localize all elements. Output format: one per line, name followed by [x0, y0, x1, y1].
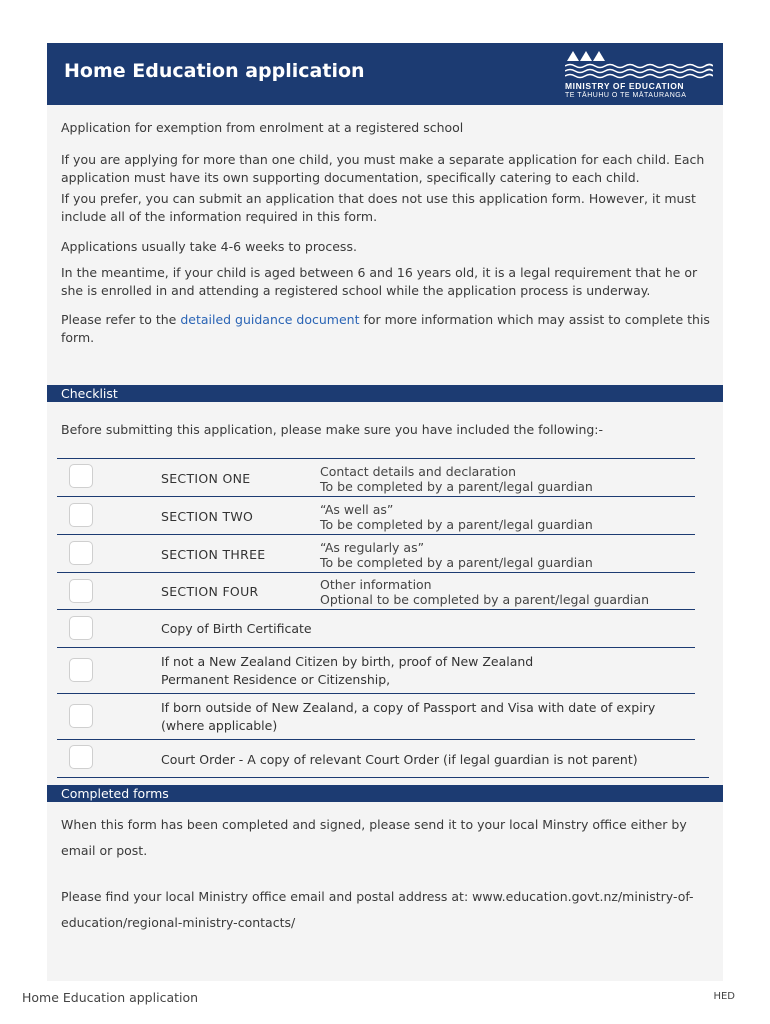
- guidance-document-link[interactable]: detailed guidance document: [180, 312, 360, 327]
- guidance-text: Please refer to the: [61, 312, 181, 327]
- section-three-checkbox[interactable]: [69, 541, 93, 565]
- completed-forms-paragraph: When this form has been completed and signed, please send it to your local Minstry office either by email or post.: [61, 817, 687, 858]
- guidance-paragraph: [61, 311, 711, 346]
- footer-document-title: Home Education application: [22, 990, 199, 1005]
- checklist-instruction: Before submitting this application, please make sure you have included the following:-: [61, 422, 604, 437]
- header-banner: [47, 43, 723, 105]
- intro-subtitle: Application for exemption from enrolment at a registered school: [61, 120, 464, 135]
- checklist-row-birth-certificate: [57, 610, 695, 648]
- section-description: Contact details and declaration: [320, 464, 517, 479]
- intro-paragraph: In the meantime, if your child is aged between 6 and 16 years old, it is a legal requirement that he or she is enrolled in and attending a registered school while the application process is underway.: [61, 265, 698, 298]
- residence-proof-checkbox[interactable]: [69, 658, 93, 682]
- checklist-row-residence-proof: [57, 648, 695, 694]
- section-completion-note: Optional to be completed by a parent/legal guardian: [320, 592, 649, 607]
- intro-paragraph: If you prefer, you can submit an application that does not use this application form. However, it must include all of the information required in this form.: [61, 191, 696, 224]
- intro-paragraph: Applications usually take 4-6 weeks to process.: [61, 239, 357, 254]
- page-title: Home Education application: [64, 60, 365, 82]
- checklist-item-text: If not a New Zealand Citizen by birth, proof of New Zealand Permanent Residence or Citizenship,: [161, 654, 534, 687]
- footer-form-code: HED: [713, 991, 735, 1002]
- checklist-item-text: Copy of Birth Certificate: [161, 621, 312, 636]
- checklist-row-section-three: [57, 535, 695, 573]
- guidance-text: for more information which may assist to complete this form.: [61, 312, 710, 345]
- section-completion-note: To be completed by a parent/legal guardian: [320, 517, 593, 532]
- checklist-row-passport-visa: [57, 694, 695, 740]
- section-label: SECTION ONE: [161, 471, 251, 486]
- logo-text-maori: TE TĀHUHU O TE MĀTAURANGA: [565, 92, 687, 99]
- section-description: “As regularly as”: [320, 540, 425, 555]
- checklist-row-court-order: [57, 740, 709, 778]
- mountains-waves-icon: [565, 51, 713, 81]
- section-label: SECTION TWO: [161, 509, 254, 524]
- section-completion-note: To be completed by a parent/legal guardian: [320, 555, 593, 570]
- section-label: SECTION THREE: [161, 547, 266, 562]
- completed-forms-heading: Completed forms: [61, 786, 169, 801]
- checklist-row-section-one: [57, 459, 695, 497]
- section-description: “As well as”: [320, 502, 394, 517]
- completed-forms-heading-bar: [47, 785, 723, 802]
- checklist-item-text: Court Order - A copy of relevant Court Order (if legal guardian is not parent): [161, 752, 638, 767]
- intro-paragraph: If you are applying for more than one child, you must make a separate application for each child. Each application must have its own supporting documentation, specifically catering to each child.: [61, 152, 705, 185]
- checklist-heading: Checklist: [61, 386, 118, 401]
- checklist-heading-bar: [47, 385, 723, 402]
- court-order-checkbox[interactable]: [69, 745, 93, 769]
- ministry-contacts-paragraph: Please find your local Ministry office email and postal address at: www.education.govt.nz/ministry-of-education/regional-ministry-contacts/: [61, 889, 694, 930]
- section-four-checkbox[interactable]: [69, 579, 93, 603]
- passport-visa-checkbox[interactable]: [69, 704, 93, 728]
- section-one-checkbox[interactable]: [69, 464, 93, 488]
- section-description: Other information: [320, 577, 432, 592]
- logo-text-english: MINISTRY OF EDUCATION: [565, 81, 685, 91]
- section-label: SECTION FOUR: [161, 584, 259, 599]
- section-completion-note: To be completed by a parent/legal guardian: [320, 479, 593, 494]
- birth-certificate-checkbox[interactable]: [69, 616, 93, 640]
- checklist-row-section-two: [57, 497, 695, 535]
- section-two-checkbox[interactable]: [69, 503, 93, 527]
- checklist-row-section-four: [57, 573, 695, 610]
- checklist-item-text: If born outside of New Zealand, a copy of Passport and Visa with date of expiry (where applicable): [161, 700, 656, 733]
- ministry-logo: [565, 51, 713, 99]
